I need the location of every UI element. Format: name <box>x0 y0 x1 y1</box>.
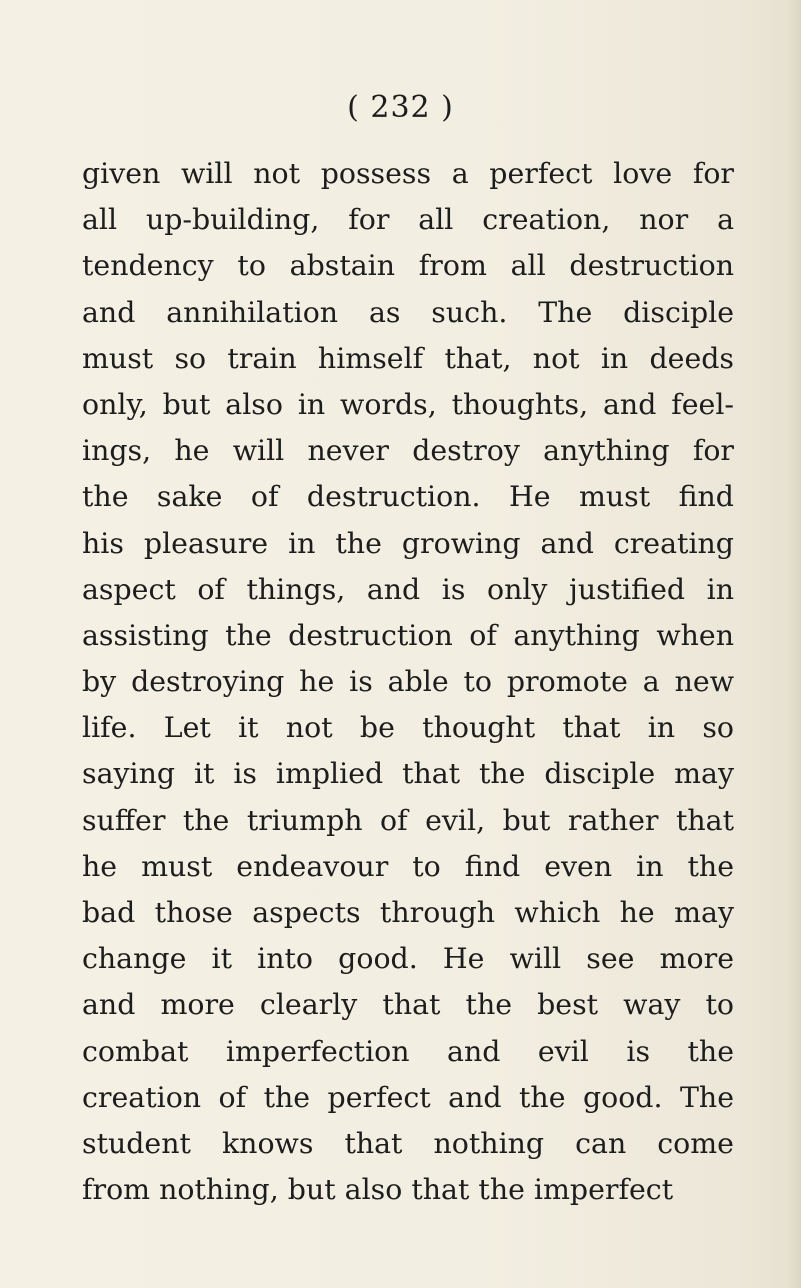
text-line: bad those aspects through which he may <box>82 896 734 929</box>
text-line: tendency to abstain from all destruction <box>82 249 734 283</box>
text-line: life. Let it not be thought that in so <box>82 711 734 745</box>
text-line: suffer the triumph of evil, but rather that <box>82 803 734 837</box>
text-line: he must endeavour to find even in the <box>82 849 734 883</box>
text-line: change it into good. He will see more <box>82 942 734 976</box>
text-line: given will not possess a perfect love for <box>82 157 734 190</box>
text-line: by destroying he is able to promote a new <box>82 665 734 699</box>
text-line: creation of the perfect and the good. The <box>82 1080 734 1114</box>
text-line: saying it is implied that the disciple may <box>82 757 734 791</box>
text-line: only, but also in words, thoughts, and feel- <box>82 387 734 421</box>
text-line: and annihilation as such. The disciple <box>82 295 734 329</box>
text-line: all up-building, for all creation, nor a <box>82 203 734 237</box>
text-line: assisting the destruction of anything when <box>82 618 734 652</box>
text-line: and more clearly that the best way to <box>82 988 734 1022</box>
page-number: ( 232 ) <box>347 90 454 125</box>
page-edge-shadow <box>787 0 801 1288</box>
text-line: from nothing, but also that the imperfect <box>82 1173 674 1207</box>
text-line: his pleasure in the growing and creating <box>82 526 734 560</box>
text-line: must so train himself that, not in deeds <box>82 341 734 375</box>
text-line: aspect of things, and is only justified in <box>82 572 734 606</box>
text-line: ings, he will never destroy anything for <box>82 434 734 468</box>
text-line: combat imperfection and evil is the <box>82 1034 734 1068</box>
text-line: the sake of destruction. He must find <box>82 480 734 514</box>
body-text <box>82 151 734 1213</box>
text-line: student knows that nothing can come <box>82 1126 734 1160</box>
